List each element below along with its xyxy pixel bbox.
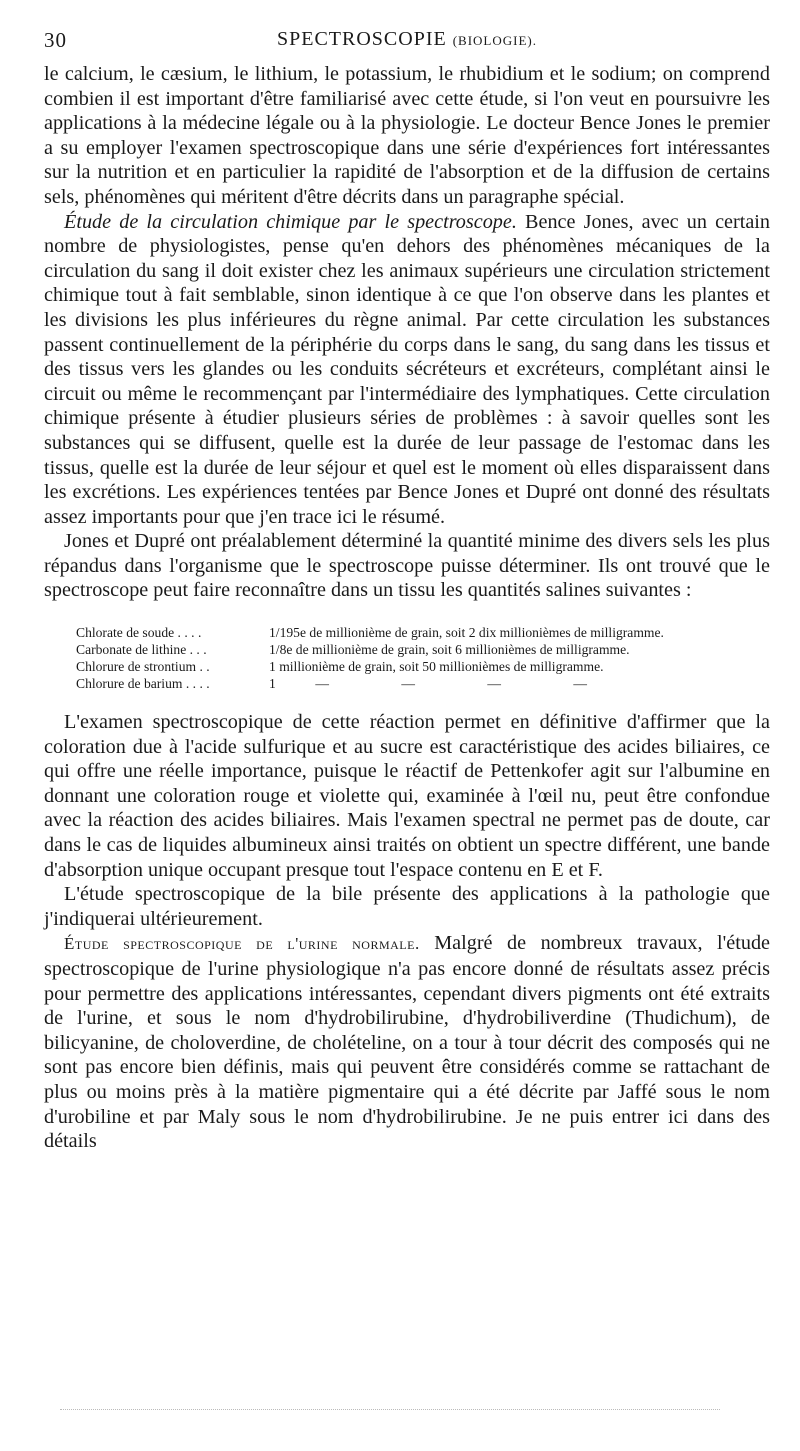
salt-row — [76, 675, 770, 692]
paragraph-4: L'examen spectroscopique de cette réaction permet en définitive d'affirmer que la coloration due à l'acide sulfurique et au sucre est caractéristique des acides biliaires, ce qui offre une réelle importance, puisque le réactif de Pettenkofer agit sur l'albumine en donnant une coloration rouge et violette qui, examinée à l'œil nu, peut être confondue avec la réaction des acides biliaires. Mais l'examen spectral ne permet pas de doute, car dans le cas de liquides albumineux ainsi traités on obtient un spectre différent, une bande d'absorption unique occupant presque tout l'espace contenu en E et F. — [44, 711, 770, 881]
paragraph-2-body: Bence Jones, avec un certain nombre de physiologistes, pense qu'en dehors des phénomènes mécaniques de la circulation du sang il doit exister chez les animaux supérieurs une circulation strictement chimique tout à fait semblable, sinon identique à ce que l'on observe dans les plantes et les divisions les plus inférieures du règne animal. Par cette circulation les substances passent continuellement de la périphérie du corps dans le sang, du sang dans les tissus et des tissus vers les glandes ou les conduits sécréteurs et excréteurs, complétant ainsi le circuit ou même le recommençant par l'intermédiaire des lymphatiques. Cette circulation chimique présente à étudier plusieurs séries de problèmes : à savoir quelles sont les substances qui se diffusent, quelle est la durée de leur passage de l'estomac dans les tissus, quelle est la durée de leur séjour et quel est le moment où elles disparaissent dans les excrétions. Les expériences tentées par Bence Jones et Dupré ont donné des résultats assez importants pour que j'en trace ici le résumé. — [44, 210, 770, 528]
salt-name: Carbonate de lithine . . . — [76, 642, 207, 658]
body-text — [44, 62, 770, 1154]
salt-quantity: 1 millionième de grain, soit 50 millionièmes de milligramme. — [269, 659, 604, 675]
salt-row — [76, 624, 770, 641]
page-number: 30 — [44, 28, 67, 52]
paragraph-1: le calcium, le cæsium, le lithium, le potassium, le rhubidium et le sodium; on comprend combien il est important d'être familiarisé avec cette étude, si l'on veut en poursuivre les applications à la médecine légale ou à la physiologie. Le docteur Bence Jones le premier a su employer l'examen spectroscopique dans une série d'expériences fort intéressantes sur la nutrition et en particulier la rapidité de l'absorption et de la diffusion de certains sels, phénomènes qui méritent d'être décrits dans un paragraphe spécial. — [44, 63, 770, 208]
section-heading-circulation: Étude de la circulation chimique par le spectroscope. — [64, 210, 517, 233]
ditto-mark: — — [573, 676, 587, 692]
salt-row — [76, 658, 770, 675]
salt-quantity — [269, 675, 623, 692]
ditto-mark: — — [487, 676, 501, 692]
paragraph-2 — [44, 210, 770, 530]
salt-quantities-table — [76, 624, 770, 692]
salt-quantity: 1/8e de millionième de grain, soit 6 millionièmes de milligramme. — [269, 642, 630, 658]
running-head — [44, 28, 770, 51]
paragraph-6 — [44, 931, 770, 1153]
salt-quantity-value: 1 — [269, 676, 276, 692]
paragraph-6-body: Malgré de nombreux travaux, l'étude spectroscopique de l'urine physiologique n'a pas encore donné de résultats assez précis pour permettre des applications intéressantes, cependant divers pigments ont été extraits de l'urine, et sous le nom d'hydrobilirubine, d'hydrobiliverdine (Thudichum), de bilicyanine, de choloverdine, de cholételine, on a tour à tour décrit des composés qui ne sont pas encore bien définis, mais qui peuvent être considérés comme se rattachant de plus ou moins près à la matière pigmentaire qui a été décrite par Jaffé sous le nom d'urobiline et par Maly sous le nom d'hydrobilirubine. Je ne puis entrer ici dans des détails — [44, 932, 770, 1153]
ditto-mark: — — [315, 676, 329, 692]
footer-rule — [60, 1409, 720, 1411]
section-heading-urine: Étude spectroscopique de l'urine normale. — [64, 934, 420, 954]
paragraph-3: Jones et Dupré ont préalablement déterminé la quantité minime des divers sels les plus répandus dans l'organisme que le spectroscope puisse déterminer. Ils ont trouvé que le spectroscope peut faire reconnaître dans un tissu les quantités salines suivantes : — [44, 530, 770, 602]
salt-name: Chlorate de soude . . . . — [76, 625, 202, 641]
paragraph-5: L'étude spectroscopique de la bile présente des applications à la pathologie que j'indiquerai ultérieurement. — [44, 883, 770, 930]
salt-name: Chlorure de strontium . . — [76, 659, 210, 675]
salt-row — [76, 641, 770, 658]
ditto-marks — [279, 676, 623, 691]
running-head-subtitle: (BIOLOGIE). — [452, 33, 537, 48]
ditto-mark: — — [401, 676, 415, 692]
salt-name: Chlorure de barium . . . . — [76, 676, 210, 692]
running-head-title: SPECTROSCOPIE — [276, 28, 447, 50]
page-header — [44, 28, 770, 62]
salt-quantity: 1/195e de millionième de grain, soit 2 dix millionièmes de milligramme. — [269, 625, 664, 641]
